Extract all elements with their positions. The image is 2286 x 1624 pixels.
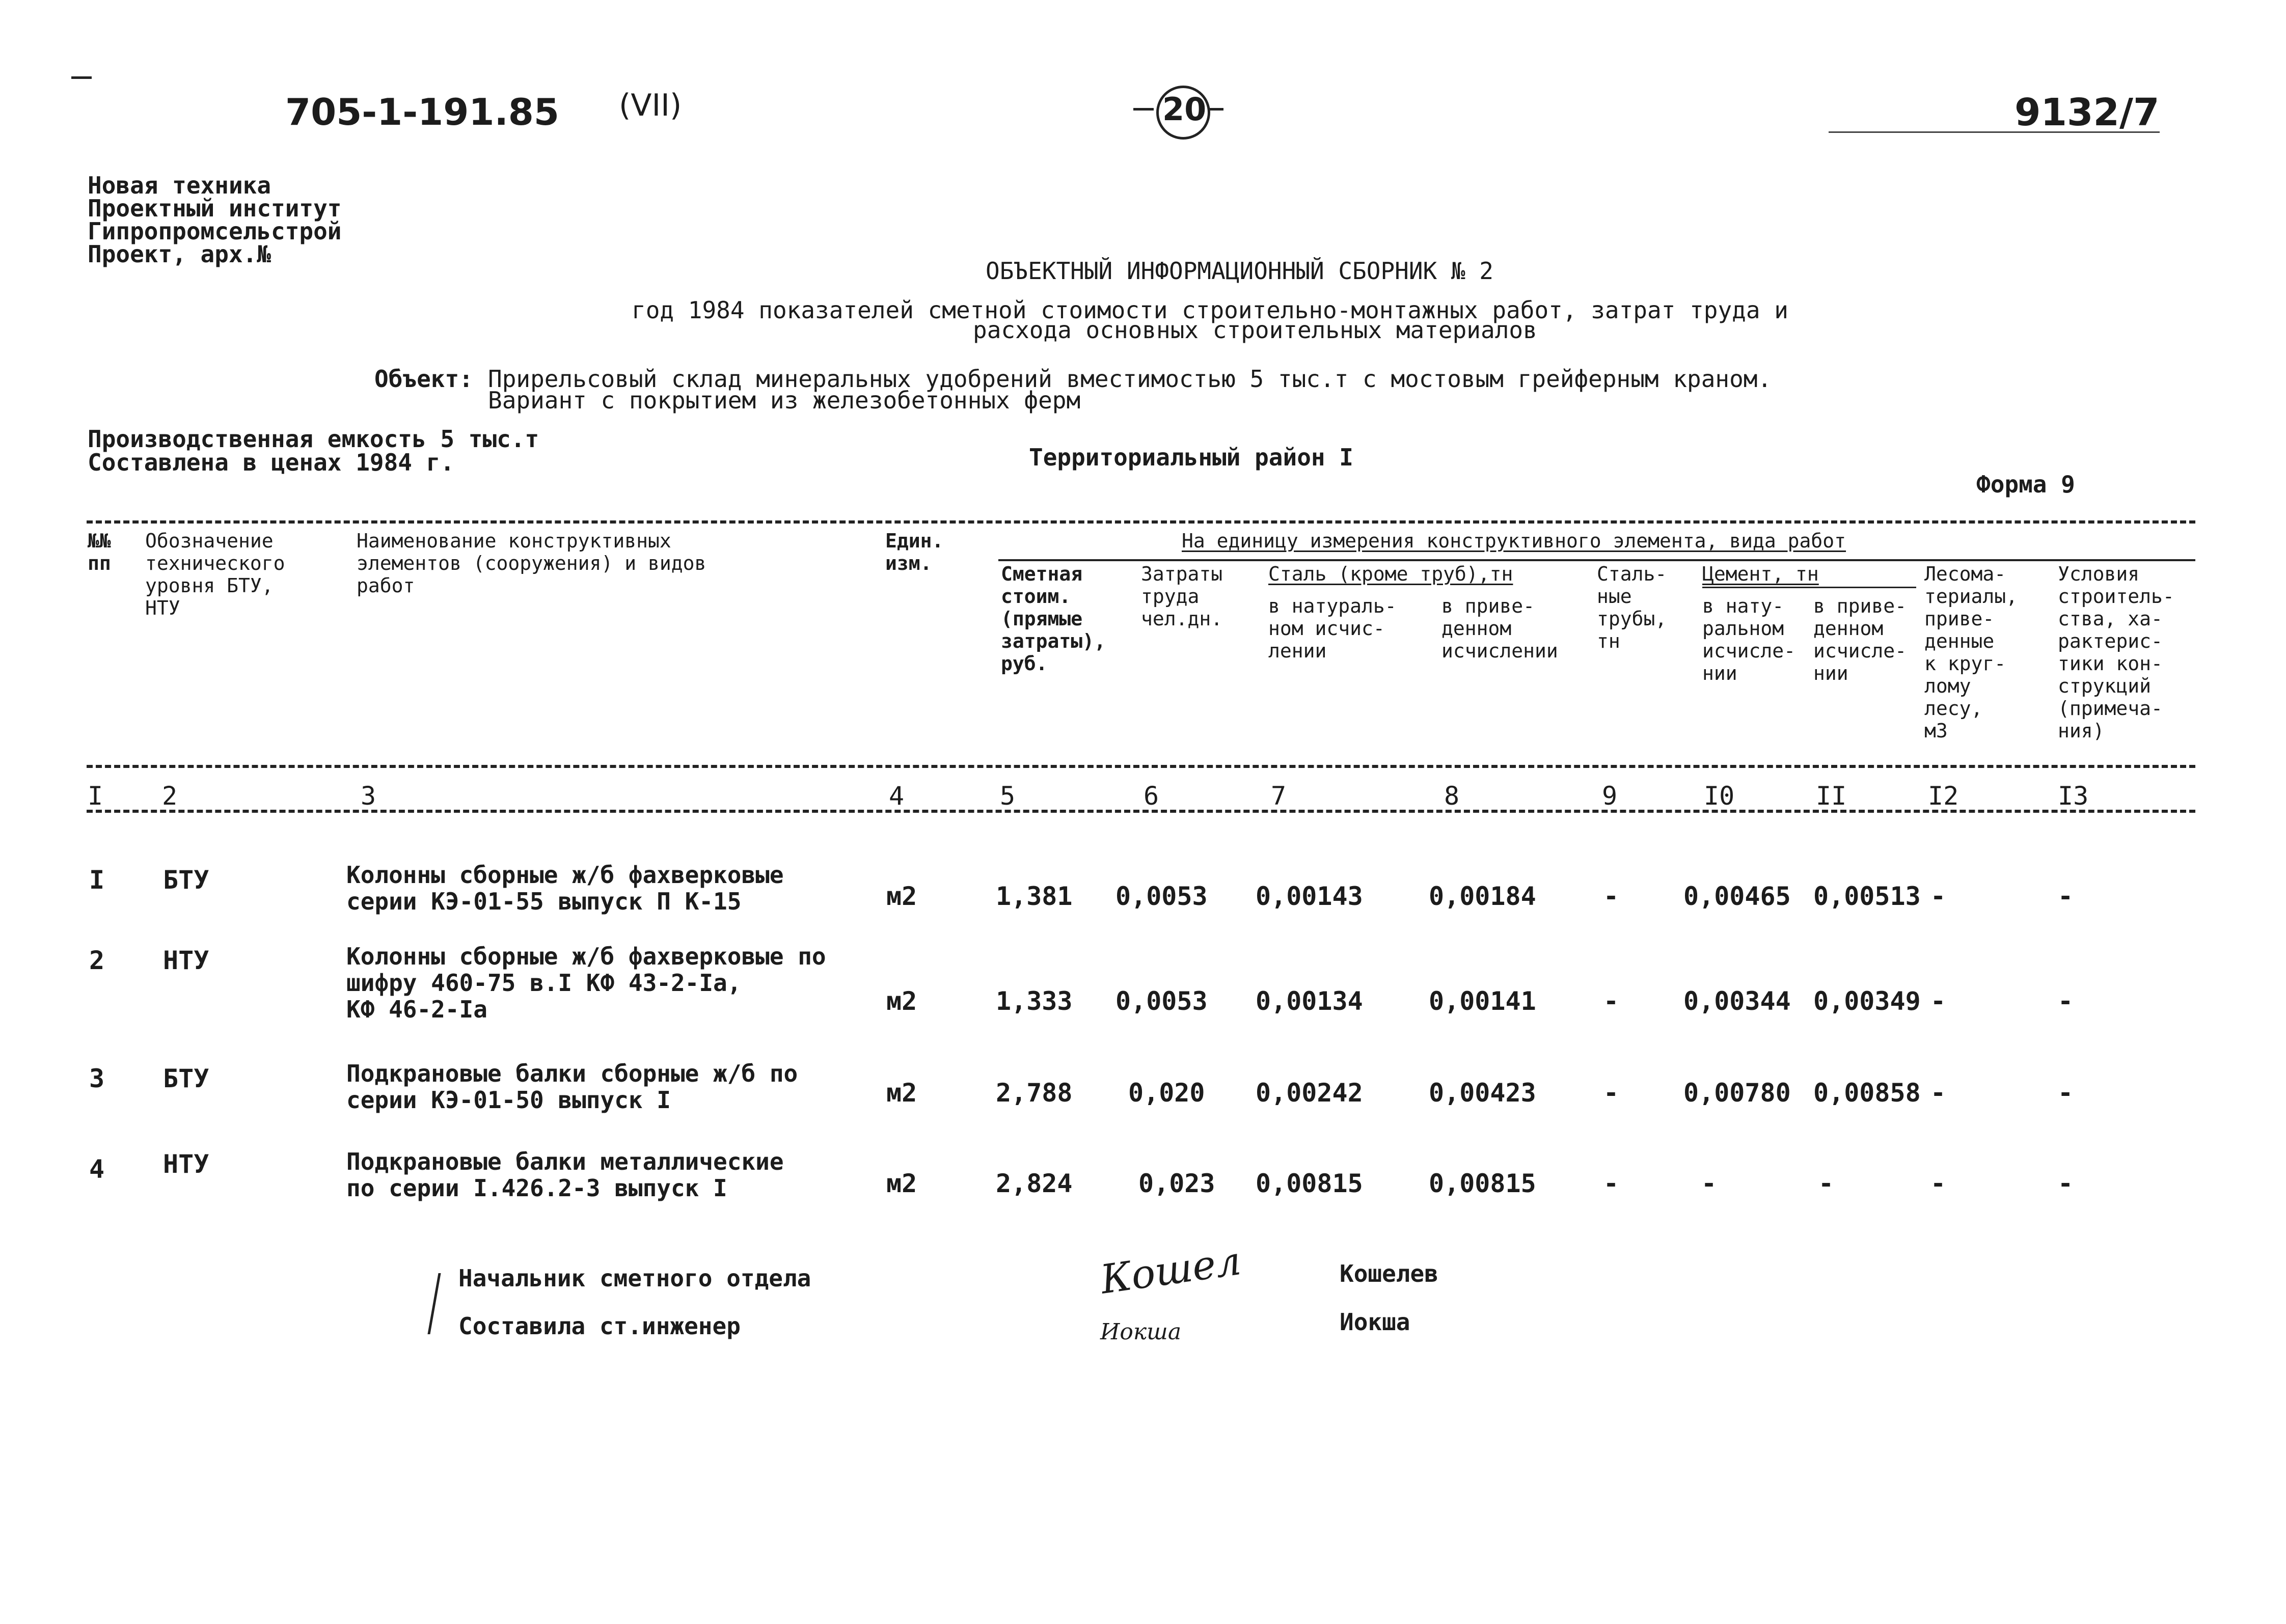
row-number: 3 xyxy=(89,1064,105,1093)
col-number-5: 5 xyxy=(1000,781,1016,811)
territorial-region: Территориальный район I xyxy=(1029,444,1353,471)
cement-group-header: Цемент, тн xyxy=(1702,563,1819,585)
form-number: Форма 9 xyxy=(1976,471,2075,498)
price-basis: Составлена в ценах 1984 г. xyxy=(88,449,455,476)
object-line-1: Прирельсовый склад минеральных удобрений вместимостью 5 тыс.т с мостовым грейферным краном. xyxy=(488,365,1772,393)
production-capacity: Производственная емкость 5 тыс.т xyxy=(88,425,539,453)
unit: м2 xyxy=(886,882,917,911)
element-name: Подкрановые балки сборные ж/б по серии КЭ-01-50 выпуск I xyxy=(346,1060,798,1114)
cement-reduced: 0,00349 xyxy=(1813,986,1921,1016)
labor-cost: 0,0053 xyxy=(1115,986,1208,1016)
col-number-11: II xyxy=(1816,781,1847,811)
col-number-3: 3 xyxy=(361,781,376,811)
estimated-cost: 1,381 xyxy=(996,882,1073,911)
group-header-per-unit: На единицу измерения конструктивного элемента, вида работ xyxy=(1182,530,1846,552)
cement-reduced: 0,00513 xyxy=(1813,882,1921,911)
col-header-3: Наименование конструктивных элементов (сооружения) и видов работ xyxy=(357,530,706,597)
publisher-line-1: Новая техника xyxy=(88,172,271,199)
document-code: 705-1-191.85 xyxy=(285,91,559,133)
estimated-cost: 2,788 xyxy=(996,1078,1073,1108)
col-header-12: Лесома- териалы, приве- денные к круг- лому лесу, м3 xyxy=(1924,563,2018,742)
steel-pipes: - xyxy=(1603,882,1619,911)
col-header-1: №№ пп xyxy=(88,530,111,574)
compiler-name: Иокша xyxy=(1340,1308,1410,1336)
col-number-9: 9 xyxy=(1602,781,1618,811)
steel-group-header: Сталь (кроме труб),тн xyxy=(1268,563,1513,585)
col-number-10: I0 xyxy=(1704,781,1735,811)
steel-natural: 0,00242 xyxy=(1256,1078,1363,1108)
page-number: 20 xyxy=(1162,91,1207,128)
col-number-2: 2 xyxy=(162,781,178,811)
archive-number: 9132/7 xyxy=(2015,91,2160,134)
publisher-line-3: Гипропромсельстрой xyxy=(88,217,342,245)
object-line-2: Вариант с покрытием из железобетонных ферм xyxy=(488,387,1081,414)
labor-cost: 0,0053 xyxy=(1115,882,1208,911)
column-numbers-rule xyxy=(87,810,2195,813)
col-header-5: Сметная стоим. (прямые затраты), руб. xyxy=(1001,563,1106,675)
cement-reduced: 0,00858 xyxy=(1813,1078,1921,1108)
col-number-12: I2 xyxy=(1928,781,1959,811)
steel-reduced: 0,00141 xyxy=(1429,986,1536,1016)
technical-level: НТУ xyxy=(163,946,209,975)
timber: - xyxy=(1930,1078,1946,1108)
col-number-4: 4 xyxy=(889,781,905,811)
compiler-title: Составила ст.инженер xyxy=(458,1312,741,1340)
steel-reduced: 0,00423 xyxy=(1429,1078,1536,1108)
col-header-2: Обозначение технического уровня БТУ, НТУ xyxy=(145,530,285,619)
collection-title: ОБЪЕКТНЫЙ ИНФОРМАЦИОННЫЙ СБОРНИК № 2 xyxy=(986,257,1493,285)
element-name: Колонны сборные ж/б фахверковые серии КЭ-01-55 выпуск П К-15 xyxy=(346,861,784,915)
col-header-11: в приве- денном исчисле- нии xyxy=(1813,595,1907,684)
chief-name: Кошелев xyxy=(1340,1260,1438,1287)
col-number-1: I xyxy=(88,781,103,811)
steel-pipes: - xyxy=(1603,1169,1619,1198)
row-number: I xyxy=(89,865,105,895)
row-number: 2 xyxy=(89,946,105,975)
cement-natural: - xyxy=(1701,1169,1717,1198)
col-header-10: в нату- ральном исчисле- нии xyxy=(1702,595,1796,684)
element-name: Колонны сборные ж/б фахверковые по шифру 460-75 в.I КФ 43-2-Iа, КФ 46-2-Iа xyxy=(346,943,826,1023)
notes: - xyxy=(2058,986,2074,1016)
table-top-rule xyxy=(87,520,2195,524)
cement-reduced: - xyxy=(1818,1169,1834,1198)
publisher-line-4: Проект, арх.№ xyxy=(88,240,271,268)
unit: м2 xyxy=(886,1078,917,1108)
compiler-signature: Иокша xyxy=(1100,1319,1182,1345)
col-number-7: 7 xyxy=(1271,781,1287,811)
steel-natural: 0,00143 xyxy=(1256,882,1363,911)
steel-natural: 0,00815 xyxy=(1256,1169,1363,1198)
steel-pipes: - xyxy=(1603,986,1619,1016)
col-number-8: 8 xyxy=(1444,781,1460,811)
col-header-4: Един. изм. xyxy=(885,530,944,574)
labor-cost: 0,023 xyxy=(1138,1169,1215,1198)
col-number-6: 6 xyxy=(1144,781,1159,811)
chief-signature: Кошел xyxy=(1098,1238,1244,1303)
col-header-13: Условия строитель- ства, ха- рактерис- тики кон- струкций (примеча- ния) xyxy=(2058,563,2174,742)
title-subline-2: расхода основных строительных материалов xyxy=(973,316,1537,344)
cement-natural: 0,00780 xyxy=(1683,1078,1791,1108)
col-header-9: Сталь- ные трубы, тн xyxy=(1597,563,1667,652)
notes: - xyxy=(2058,1169,2074,1198)
estimated-cost: 1,333 xyxy=(996,986,1073,1016)
col-number-13: I3 xyxy=(2058,781,2089,811)
unit: м2 xyxy=(886,1169,917,1198)
publisher-line-2: Проектный институт xyxy=(88,195,342,222)
steel-pipes: - xyxy=(1603,1078,1619,1108)
notes: - xyxy=(2058,1078,2074,1108)
timber: - xyxy=(1930,986,1946,1016)
timber: - xyxy=(1930,882,1946,911)
cement-natural: 0,00344 xyxy=(1683,986,1791,1016)
steel-natural: 0,00134 xyxy=(1256,986,1363,1016)
labor-cost: 0,020 xyxy=(1128,1078,1205,1108)
technical-level: НТУ xyxy=(163,1149,209,1179)
timber: - xyxy=(1930,1169,1946,1198)
cement-natural: 0,00465 xyxy=(1683,882,1791,911)
title-subline-1: год 1984 показателей сметной стоимости строительно-монтажных работ, затрат труда и xyxy=(632,296,1788,324)
col-header-8: в приве- денном исчислении xyxy=(1441,595,1558,662)
steel-reduced: 0,00815 xyxy=(1429,1169,1536,1198)
technical-level: БТУ xyxy=(163,1064,209,1093)
col-header-7: в натураль- ном исчис- лении xyxy=(1268,595,1397,662)
object-label: Объект: xyxy=(374,365,473,393)
header-bottom-rule xyxy=(87,765,2195,768)
chief-title: Начальник сметного отдела xyxy=(458,1264,811,1292)
col-header-6: Затраты труда чел.дн. xyxy=(1141,563,1223,630)
notes: - xyxy=(2058,882,2074,911)
row-number: 4 xyxy=(89,1154,105,1184)
technical-level: БТУ xyxy=(163,865,209,895)
volume-number: (VII) xyxy=(619,88,682,123)
steel-reduced: 0,00184 xyxy=(1429,882,1536,911)
unit: м2 xyxy=(886,986,917,1016)
element-name: Подкрановые балки металлические по серии I.426.2-3 выпуск I xyxy=(346,1148,784,1202)
estimated-cost: 2,824 xyxy=(996,1169,1073,1198)
